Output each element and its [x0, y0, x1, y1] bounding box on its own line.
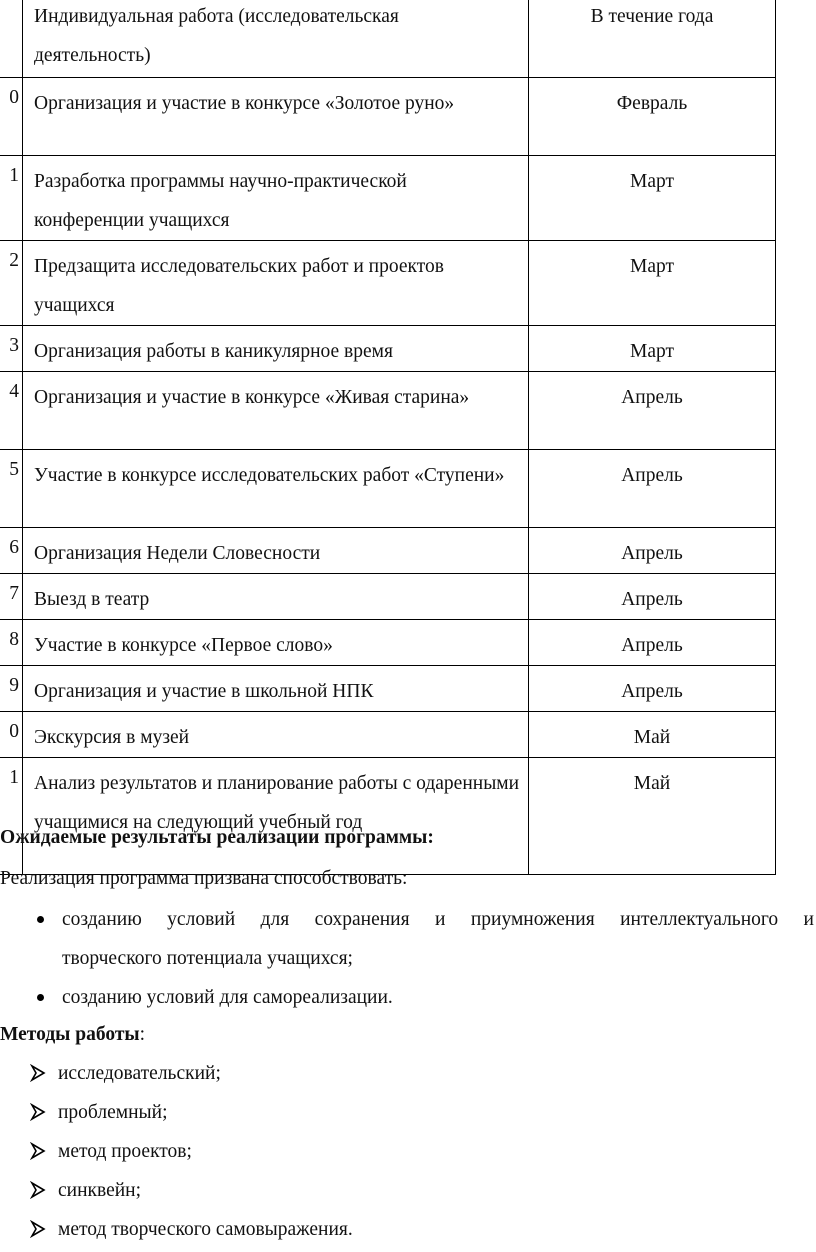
- date-cell: Май: [529, 712, 776, 758]
- table-row: [0, 372, 776, 450]
- date-cell: Март: [529, 326, 776, 372]
- event-cell: Экскурсия в музей: [23, 712, 529, 758]
- arrowhead-icon: [30, 1093, 50, 1132]
- methods-heading-colon: :: [139, 1024, 146, 1045]
- table-row: [0, 78, 776, 156]
- row-number: 5: [0, 450, 23, 528]
- event-cell: Анализ результатов и планирование работы с одаренными учащимися на следующий учебный год: [23, 758, 529, 875]
- date-cell: Апрель: [529, 372, 776, 450]
- event-cell: Организация и участие в школьной НПК: [23, 666, 529, 712]
- method-text: метод творческого самовыражения.: [58, 1219, 353, 1240]
- row-number: 8: [0, 620, 23, 666]
- list-item: [0, 978, 814, 1017]
- row-number: 4: [0, 372, 23, 450]
- event-cell: Участие в конкурсе «Первое слово»: [23, 620, 529, 666]
- methods-heading: Методы работы: [0, 1024, 140, 1045]
- date-cell: Март: [529, 156, 776, 241]
- row-number: 3: [0, 326, 23, 372]
- date-cell: Май: [529, 758, 776, 875]
- row-number: 2: [0, 241, 23, 326]
- date-cell: Февраль: [529, 78, 776, 156]
- table-row: [0, 0, 776, 78]
- event-cell: Организация и участие в конкурсе «Живая старина»: [23, 372, 529, 450]
- table-row: [0, 241, 776, 326]
- bullet-text-line-1: созданию условий для сохранения и приумножения интеллектуального и: [62, 909, 814, 930]
- results-heading: Ожидаемые результаты реализации программы:: [0, 827, 434, 848]
- results-section: [0, 818, 816, 1017]
- row-number: 1: [0, 758, 23, 875]
- date-cell: Апрель: [529, 574, 776, 620]
- row-number: 1: [0, 156, 23, 241]
- table-row: [0, 666, 776, 712]
- method-text: исследовательский;: [58, 1063, 221, 1084]
- arrowhead-icon: [30, 1132, 50, 1171]
- row-number: 0: [0, 78, 23, 156]
- row-number: 9: [0, 666, 23, 712]
- event-cell: Организация и участие в конкурсе «Золотое руно»: [23, 78, 529, 156]
- event-cell: Организация работы в каникулярное время: [23, 326, 529, 372]
- row-number: [0, 0, 23, 78]
- bullet-icon: [30, 900, 50, 939]
- methods-heading-line: [0, 1015, 816, 1054]
- list-item: [0, 1093, 816, 1132]
- table-row: [0, 574, 776, 620]
- table-row: [0, 712, 776, 758]
- table-row: [0, 450, 776, 528]
- date-cell: Март: [529, 241, 776, 326]
- arrowhead-icon: [30, 1171, 50, 1210]
- table-row: [0, 528, 776, 574]
- event-cell: Организация Недели Словесности: [23, 528, 529, 574]
- arrowhead-icon: [30, 1210, 50, 1249]
- event-cell: Участие в конкурсе исследовательских работ «Ступени»: [23, 450, 529, 528]
- methods-section: [0, 1015, 816, 1249]
- bullet-text-line-1: созданию условий для самореализации.: [62, 987, 393, 1008]
- table-row: [0, 620, 776, 666]
- list-item: [0, 1054, 816, 1093]
- results-bullet-list: [0, 900, 816, 1017]
- list-item: [0, 1210, 816, 1249]
- bullet-text-line-2: творческого потенциала учащихся;: [62, 948, 353, 969]
- bullet-icon: [30, 978, 50, 1017]
- table-row: [0, 326, 776, 372]
- method-text: метод проектов;: [58, 1141, 192, 1162]
- event-cell: Разработка программы научно-практической конференции учащихся: [23, 156, 529, 241]
- list-item: [0, 1171, 816, 1210]
- date-cell: Апрель: [529, 620, 776, 666]
- list-item: [0, 1132, 816, 1171]
- event-cell: Предзащита исследовательских работ и проектов учащихся: [23, 241, 529, 326]
- arrowhead-icon: [30, 1054, 50, 1093]
- date-cell: Апрель: [529, 528, 776, 574]
- method-text: синквейн;: [58, 1180, 142, 1201]
- methods-list: [0, 1054, 816, 1249]
- row-number: 0: [0, 712, 23, 758]
- date-cell: Апрель: [529, 666, 776, 712]
- row-number: 6: [0, 528, 23, 574]
- list-item: [0, 900, 814, 978]
- date-cell: В течение года: [529, 0, 776, 78]
- results-intro: Реализация программа призвана способствовать:: [0, 868, 408, 889]
- event-cell: Индивидуальная работа (исследовательская деятельность): [23, 0, 529, 78]
- table-row: [0, 156, 776, 241]
- method-text: проблемный;: [58, 1102, 168, 1123]
- row-number: 7: [0, 574, 23, 620]
- event-cell: Выезд в театр: [23, 574, 529, 620]
- date-cell: Апрель: [529, 450, 776, 528]
